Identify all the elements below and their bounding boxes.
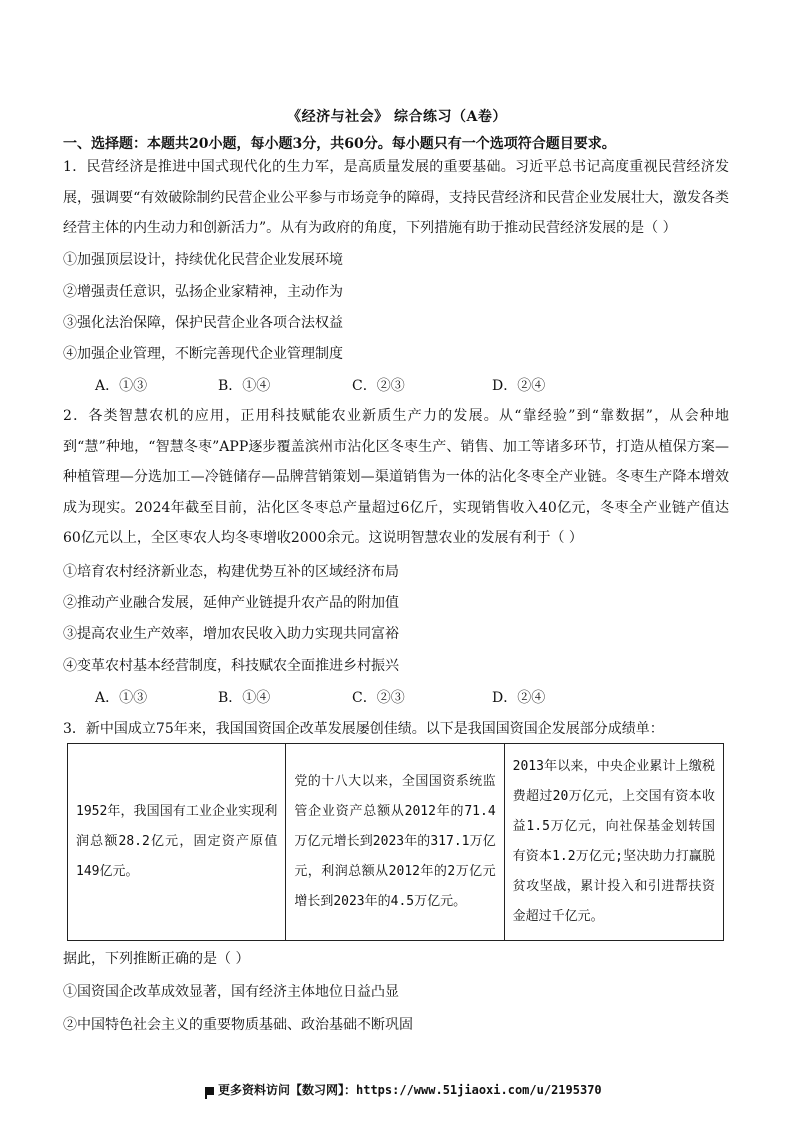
choice-d[interactable]: D．②④ (492, 690, 546, 706)
choice-d[interactable]: D．②④ (492, 378, 546, 394)
question-3-option-2: ②中国特色社会主义的重要物质基础、政治基础不断巩固 (63, 1017, 413, 1033)
question-3-option-1: ①国资国企改革成效显著，国有经济主体地位日益凸显 (63, 984, 399, 1000)
question-3-stem: 3．新中国成立75年来，我国国资国企改革发展屡创佳绩。以下是我国国资国企发展部分成绩单： (63, 721, 664, 737)
choice-a[interactable]: A．①③ (95, 378, 148, 394)
question-2-stem: 2．各类智慧农机的应用，正用科技赋能农业新质生产力的发展。从“靠经验”到“靠数据”，从会种地到“慧”种地，“智慧冬枣”APP逐步覆盖滨州市沾化区冬枣生产、销售、加工等诸多环节，打造从植保方案—种植管理—分选加工—冷链储存—品牌营销策划—渠道销售为一体的沾化冬枣全产业链。冬枣生产降本增效成为现实。2024年截至目前，沾化区冬枣总产量超过6亿斤，实现销售收入40亿元，冬枣全产业链产值达60亿元以上，全区枣农人均冬枣增收2000余元。这说明智慧农业的发展有利于（ ） (63, 408, 729, 546)
page-title: 《经济与社会》 综合练习（A卷） (287, 109, 507, 125)
table-cell-text: 1952年，我国国有工业企业实现利润总额28.2亿元，固定资产原值149亿元。 (76, 804, 278, 879)
achievements-table (67, 743, 724, 941)
table-cell-text: 党的十八大以来，全国国资系统监管企业资产总额从2012年的71.4万亿元增长到2023年的317.1万亿元，利润总额从2012年的2万亿元增长到2023年的4.5万亿元。 (294, 774, 496, 909)
footer-text: 更多资料访问【数习网】：https://www.51jiaoxi.com/u/2195370 (218, 1083, 602, 1097)
question-1-option-3: ③强化法治保障，保护民营企业各项合法权益 (63, 315, 343, 331)
table-cell (286, 744, 504, 940)
section-heading: 一、选择题：本题共20小题，每小题3分，共60分。每小题只有一个选项符合题目要求。 (63, 136, 616, 152)
question-1-stem: 1．民营经济是推进中国式现代化的生力军，是高质量发展的重要基础。习近平总书记高度重视民营经济发展，强调要“有效破除制约民营企业公平参与市场竞争的障碍，支持民营经济和民营企业发展壮大，激发各类经营主体的内生动力和创新活力”。从有为政府的角度，下列措施有助于推动民营经济发展的是（ ） (63, 159, 729, 236)
choice-c[interactable]: C．②③ (352, 378, 405, 394)
question-3-followup: 据此，下列推断正确的是（ ） (63, 951, 250, 967)
choice-b[interactable]: B．①④ (218, 378, 271, 394)
question-1-option-2: ②增强责任意识，弘扬企业家精神，主动作为 (63, 284, 343, 300)
question-2-option-4: ④变革农村基本经营制度，科技赋农全面推进乡村振兴 (63, 658, 399, 674)
table-cell-text: 2013年以来，中央企业累计上缴税费超过20万亿元，上交国有资本收益1.5万亿元，向社保基金划转国有资本1.2万亿元;坚决助力打赢脱贫攻坚战，累计投入和引进帮扶资金超过千亿元。 (512, 759, 715, 924)
choice-b[interactable]: B．①④ (218, 690, 271, 706)
question-1-option-4: ④加强企业管理，不断完善现代企业管理制度 (63, 346, 343, 362)
flag-icon (205, 1087, 214, 1095)
choice-c[interactable]: C．②③ (352, 690, 405, 706)
table-cell (68, 744, 286, 940)
table-cell (505, 744, 723, 940)
question-2-option-2: ②推动产业融合发展，延伸产业链提升农产品的附加值 (63, 595, 399, 611)
question-1-option-1: ①加强顶层设计，持续优化民营企业发展环境 (63, 252, 343, 268)
question-2-option-1: ①培育农村经济新业态，构建优势互补的区域经济布局 (63, 564, 399, 580)
question-2-option-3: ③提高农业生产效率，增加农民收入助力实现共同富裕 (63, 626, 399, 642)
footer-link[interactable] (205, 1081, 602, 1098)
choice-a[interactable]: A．①③ (95, 690, 148, 706)
